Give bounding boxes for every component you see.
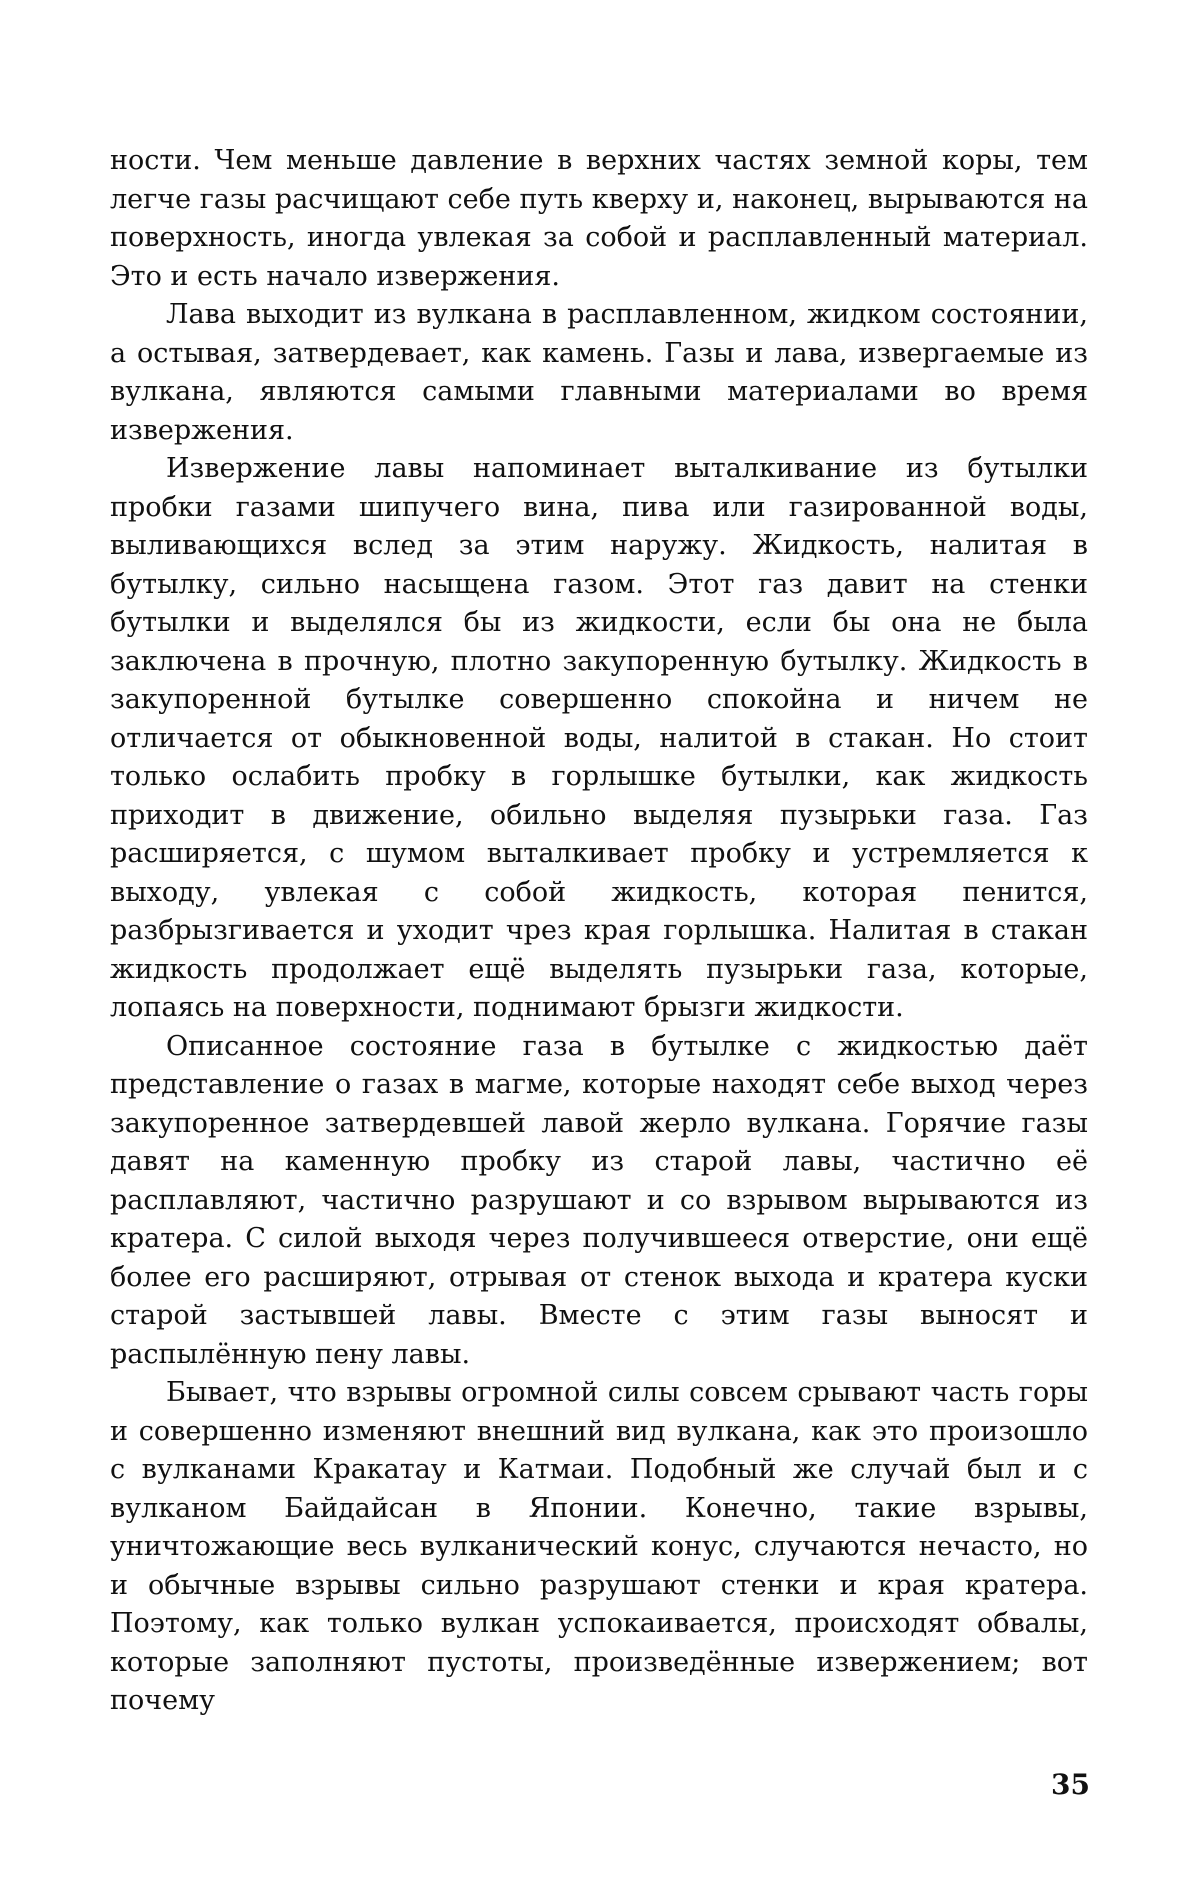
paragraph-1: ности. Чем меньше давление в верхних частях земной коры, тем легче газы расчищают себе путь кверху и, наконец, вырываются на поверхность, иногда увлекая за собой и расплавленный материал. Это и есть начало извержения.: [110, 145, 1088, 292]
page-number: 35: [1051, 1768, 1090, 1801]
paragraph-4: Описанное состояние газа в бутылке с жидкостью даёт представление о газах в магме, которые находят себе выход через закупоренное затвердевшей лавой жерло вулкана. Горячие газы давят на каменную пробку из старой лавы, частично её расплавляют, частично разрушают и со взрывом вырываются из кратера. С силой выходя через получившееся отверстие, они ещё более его расширяют, отрывая от стенок выхода и кратера куски старой застывшей лавы. Вместе с этим газы выносят и распылённую пену лавы.: [110, 1030, 1088, 1370]
paragraph-3: Извержение лавы напоминает выталкивание из бутылки пробки газами шипучего вина, пива или газированной воды, выливающихся вслед за этим наружу. Жидкость, налитая в бутылку, сильно насыщена газом. Этот газ давит на стенки бутылки и выделялся бы из жидкости, если бы она не была заключена в прочную, плотно закупоренную бутылку. Жидкость в закупоренной бутылке совершенно спокойна и ничем не отличается от обыкновенной воды, налитой в стакан. Но стоит только ослабить пробку в горлышке бутылки, как жидкость приходит в движение, обильно выделяя пузырьки газа. Газ расширяется, с шумом выталкивает пробку и устремляется к выходу, увлекая с собой жидкость, которая пенится, разбрызгивается и уходит чрез края горлышка. Налитая в стакан жидкость продолжает ещё выделять пузырьки газа, которые, лопаясь на поверхности, поднимают брызги жидкости.: [110, 453, 1088, 1023]
paragraph-2: Лава выходит из вулкана в расплавленном, жидком состоянии, а остывая, затвердевает, как камень. Газы и лава, извергаемые из вулкана, являются самыми главными материалами во время извержения.: [110, 299, 1088, 446]
body-text: [110, 142, 1088, 1721]
paragraph-5: Бывает, что взрывы огромной силы совсем срывают часть горы и совершенно изменяют внешний вид вулкана, как это произошло с вулканами Кракатау и Катмаи. Подобный же случай был и с вулканом Байдайсан в Японии. Конечно, такие взрывы, уничтожающие весь вулканический конус, случаются нечасто, но и обычные взрывы сильно разрушают стенки и края кратера. Поэтому, как только вулкан успокаивается, происходят обвалы, которые заполняют пустоты, произведённые извержением; вот почему: [110, 1377, 1088, 1716]
